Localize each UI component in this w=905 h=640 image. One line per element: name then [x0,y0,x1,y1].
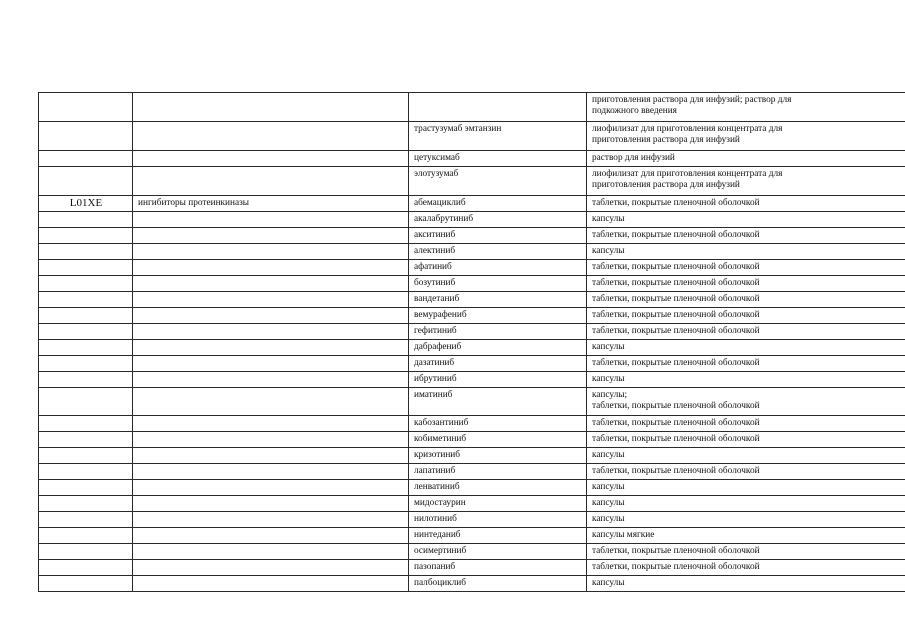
atc-code-cell [39,464,133,480]
atc-code-cell [39,308,133,324]
atc-code-cell [39,448,133,464]
table-row [39,244,905,260]
dosage-form-line: капсулы [592,482,625,492]
drug-name-cell: трастузумаб эмтанзин [409,122,587,151]
dosage-form-line: таблетки, покрытые пленочной оболочкой [592,400,760,411]
drug-name-cell: кабозантиниб [409,416,587,432]
atc-code-cell [39,356,133,372]
atc-code-cell [39,276,133,292]
group-cell [133,560,409,576]
dosage-form-cell [587,212,905,228]
dosage-form-line: таблетки, покрытые пленочной оболочкой [592,310,760,320]
group-cell [133,340,409,356]
dosage-form-cell [587,464,905,480]
drug-name-cell: пазопаниб [409,560,587,576]
group-cell [133,228,409,244]
table-row [39,448,905,464]
dosage-form-cell [587,576,905,592]
group-cell [133,122,409,151]
table-row [39,356,905,372]
table-row [39,340,905,356]
table-row [39,496,905,512]
dosage-form-cell [587,308,905,324]
dosage-form-line: капсулы [592,578,625,588]
group-cell [133,576,409,592]
group-cell [133,276,409,292]
dosage-form-line: таблетки, покрытые пленочной оболочкой [592,294,760,304]
dosage-form-line: подкожного введения [592,105,677,116]
drug-name-cell: элотузумаб [409,167,587,196]
atc-code-cell [39,324,133,340]
table-row [39,480,905,496]
group-cell [133,324,409,340]
dosage-form-cell [587,528,905,544]
atc-code-cell [39,292,133,308]
dosage-form-line: таблетки, покрытые пленочной оболочкой [592,466,760,476]
dosage-form-cell [587,228,905,244]
table-row [39,528,905,544]
drug-name-cell: вандетаниб [409,292,587,308]
dosage-form-line: капсулы [592,374,625,384]
atc-code-cell [39,576,133,592]
atc-code-cell [39,528,133,544]
group-cell [133,464,409,480]
drug-name-cell: осимертиниб [409,544,587,560]
dosage-form-cell [587,324,905,340]
drug-name-cell: ленватиниб [409,480,587,496]
dosage-form-line: капсулы [592,498,625,508]
atc-code-cell [39,151,133,167]
dosage-form-cell [587,276,905,292]
drug-name-cell: абемациклиб [409,196,587,212]
drug-name-cell: кризотиниб [409,448,587,464]
dosage-form-line: капсулы [592,450,625,460]
drug-name-cell: акситиниб [409,228,587,244]
dosage-form-cell [587,496,905,512]
dosage-form-line: таблетки, покрытые пленочной оболочкой [592,418,760,428]
table-row [39,167,905,196]
atc-code-cell [39,340,133,356]
table-row [39,228,905,244]
group-cell [133,93,409,122]
group-cell [133,372,409,388]
dosage-form-cell [587,356,905,372]
group-cell [133,244,409,260]
group-cell [133,416,409,432]
atc-code-cell [39,416,133,432]
drug-name-cell: бозутиниб [409,276,587,292]
group-cell [133,528,409,544]
table-row [39,196,905,212]
dosage-form-cell [587,340,905,356]
dosage-form-cell [587,93,905,122]
dosage-form-cell [587,244,905,260]
atc-code-cell [39,228,133,244]
group-cell [133,308,409,324]
drug-name-cell: акалабрутиниб [409,212,587,228]
group-cell [133,388,409,416]
group-cell [133,167,409,196]
atc-code-cell [39,560,133,576]
drug-name-cell: нилотиниб [409,512,587,528]
drug-table [38,92,905,592]
atc-code-cell: L01XE [39,196,133,212]
dosage-form-line: раствор для инфузий [592,153,675,163]
atc-code-cell [39,512,133,528]
dosage-form-line: капсулы [592,214,625,224]
atc-code-cell [39,260,133,276]
dosage-form-line: таблетки, покрытые пленочной оболочкой [592,262,760,272]
table-row [39,388,905,416]
table-row [39,122,905,151]
dosage-form-line: капсулы [592,514,625,524]
table-row [39,212,905,228]
dosage-form-cell [587,122,905,151]
table-row [39,324,905,340]
dosage-form-cell [587,167,905,196]
table-row [39,151,905,167]
atc-code-cell [39,212,133,228]
drug-name-cell: вемурафениб [409,308,587,324]
dosage-form-cell [587,448,905,464]
dosage-form-line: таблетки, покрытые пленочной оболочкой [592,326,760,336]
drug-name-cell: иматиниб [409,388,587,416]
table-row [39,260,905,276]
drug-name-cell: алектиниб [409,244,587,260]
drug-name-cell: лапатиниб [409,464,587,480]
dosage-form-cell [587,560,905,576]
table-row [39,292,905,308]
atc-code-cell [39,244,133,260]
table-body [39,93,905,592]
group-cell [133,292,409,308]
drug-name-cell: дазатиниб [409,356,587,372]
dosage-form-cell [587,388,905,416]
group-cell [133,432,409,448]
table-row [39,560,905,576]
dosage-form-line: таблетки, покрытые пленочной оболочкой [592,562,760,572]
drug-name-cell [409,93,587,122]
dosage-form-cell [587,480,905,496]
table-row [39,308,905,324]
dosage-form-cell [587,512,905,528]
drug-name-cell: гефитиниб [409,324,587,340]
group-cell [133,544,409,560]
drug-name-cell: кобиметиниб [409,432,587,448]
dosage-form-cell [587,196,905,212]
table-row [39,576,905,592]
dosage-form-cell [587,544,905,560]
dosage-form-line: таблетки, покрытые пленочной оболочкой [592,546,760,556]
dosage-form-line: таблетки, покрытые пленочной оболочкой [592,358,760,368]
atc-code-cell [39,480,133,496]
table-row [39,372,905,388]
dosage-form-line: таблетки, покрытые пленочной оболочкой [592,278,760,288]
dosage-form-line: лиофилизат для приготовления концентрата для [592,169,783,179]
dosage-form-line: капсулы; [592,390,628,400]
table-row [39,416,905,432]
atc-code-cell [39,167,133,196]
table-row [39,432,905,448]
dosage-form-line: капсулы [592,246,625,256]
dosage-form-cell [587,432,905,448]
atc-code-cell [39,122,133,151]
group-cell [133,448,409,464]
atc-code-cell [39,496,133,512]
dosage-form-cell [587,292,905,308]
group-cell [133,496,409,512]
group-cell [133,480,409,496]
dosage-form-line: приготовления раствора для инфузий [592,179,740,190]
dosage-form-cell [587,151,905,167]
drug-name-cell: нинтеданиб [409,528,587,544]
group-cell [133,356,409,372]
dosage-form-line: таблетки, покрытые пленочной оболочкой [592,230,760,240]
atc-code-cell [39,372,133,388]
dosage-form-cell [587,372,905,388]
drug-name-cell: палбоциклиб [409,576,587,592]
group-cell [133,151,409,167]
drug-name-cell: мидостаурин [409,496,587,512]
dosage-form-line: капсулы [592,342,625,352]
drug-name-cell: ибрутиниб [409,372,587,388]
group-cell [133,512,409,528]
atc-code-cell [39,544,133,560]
table-row [39,93,905,122]
dosage-form-cell [587,416,905,432]
dosage-form-line: приготовления раствора для инфузий; раствор для [592,95,792,105]
drug-name-cell: дабрафениб [409,340,587,356]
dosage-form-line: таблетки, покрытые пленочной оболочкой [592,198,760,208]
atc-code-cell [39,432,133,448]
group-cell: ингибиторы протеинкиназы [133,196,409,212]
table-row [39,544,905,560]
group-cell [133,260,409,276]
dosage-form-cell [587,260,905,276]
table-row [39,464,905,480]
dosage-form-line: капсулы мягкие [592,530,655,540]
table-row [39,512,905,528]
dosage-form-line: приготовления раствора для инфузий [592,134,740,145]
atc-code-cell [39,388,133,416]
drug-name-cell: цетуксимаб [409,151,587,167]
drug-name-cell: афатиниб [409,260,587,276]
table-row [39,276,905,292]
group-cell [133,212,409,228]
dosage-form-line: лиофилизат для приготовления концентрата для [592,124,783,134]
dosage-form-line: таблетки, покрытые пленочной оболочкой [592,434,760,444]
atc-code-cell [39,93,133,122]
